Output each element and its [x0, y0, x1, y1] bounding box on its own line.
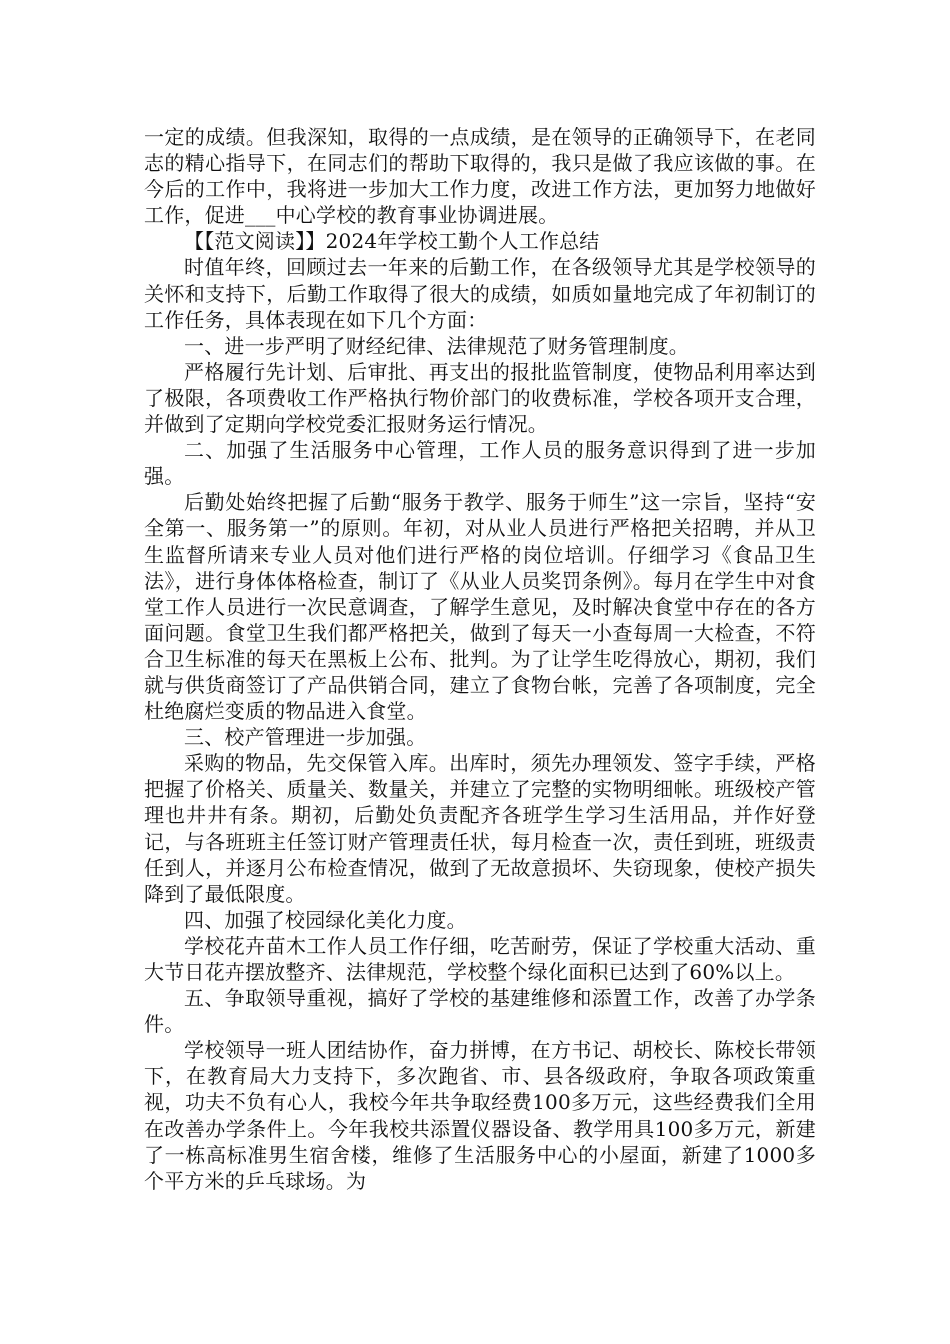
paragraph-section-3: 采购的物品，先交保管入库。出库时，须先办理领发、签字手续，严格把握了价格关、质量关、数量关，并建立了完整的实物明细帐。班级校产管理也井井有条。期初，后勤处负责配齐各班学生学习生活用品，并作好登记，与各班班主任签订财产管理责任状，每月检查一次，责任到班，班级责任到人，并逐月公布检查情况，做到了无故意损坏、失窃现象，使校产损失降到了最低限度。 [144, 751, 816, 906]
paragraph-section-2: 后勤处始终把握了后勤“服务于教学、服务于师生”这一宗旨，坚持“安全第一、服务第一”的原则。年初，对从业人员进行严格把关招聘，并从卫生监督所请来专业人员对他们进行严格的岗位培训。仔细学习《食品卫生法》，进行身体体格检查，制订了《从业人员奖罚条例》。每月在学生中对食堂工作人员进行一次民意调查，了解学生意见，及时解决食堂中存在的各方面问题。食堂卫生我们都严格把关，做到了每天一小查每周一大检查，不符合卫生标准的每天在黑板上公布、批判。为了让学生吃得放心，期初，我们就与供货商签订了产品供销合同，建立了食物台帐，完善了各项制度，完全杜绝腐烂变质的物品进入食堂。 [144, 490, 816, 724]
section-heading-1: 一、进一步严明了财经纪律、法律规范了财务管理制度。 [184, 333, 689, 358]
section-heading-3: 三、校产管理进一步加强。 [184, 725, 427, 750]
paragraph-1: 一定的成绩。但我深知，取得的一点成绩，是在领导的正确领导下，在老同志的精心指导下，在同志们的帮助下取得的，我只是做了我应该做的事。在今后的工作中，我将进一步加大工作力度，改进工作方法，更加努力地做好工作，促进___中心学校的教育事业协调进展。 [144, 125, 816, 228]
section-heading-4: 四、加强了校园绿化美化力度。 [184, 907, 467, 932]
paragraph-intro: 时值年终，回顾过去一年来的后勤工作，在各级领导尤其是学校领导的关怀和支持下，后勤工作取得了很大的成绩，如质如量地完成了年初制订的工作任务，具体表现在如下几个方面： [144, 255, 816, 332]
paragraph-section-5: 学校领导一班人团结协作，奋力拼博，在方书记、胡校长、陈校长带领下，在教育局大力支持下，多次跑省、市、县各级政府，争取各项政策重视，功夫不负有心人，我校今年共争取经费100多万元，这些经费我们全用在改善办学条件上。今年我校共添置仪器设备、教学用具100多万元，新建了一栋高标准男生宿舍楼，维修了生活服务中心的小屋面，新建了1000多个平方米的乒乓球场。为 [144, 1038, 816, 1193]
paragraph-section-1: 严格履行先计划、后审批、再支出的报批监管制度，使物品利用率达到了极限，各项费收工作严格执行物价部门的收费标准，学校各项开支合理，并做到了定期向学校党委汇报财务运行情况。 [144, 359, 816, 437]
section-heading-2: 二、加强了生活服务中心管理，工作人员的服务意识得到了进一步加强。 [144, 438, 816, 489]
article-heading: 【【范文阅读】】2024年学校工勤个人工作总结 [184, 229, 600, 254]
section-heading-5: 五、争取领导重视，搞好了学校的基建维修和添置工作，改善了办学条件。 [144, 986, 816, 1037]
document-page [144, 124, 816, 1194]
paragraph-section-4: 学校花卉苗木工作人员工作仔细，吃苦耐劳，保证了学校重大活动、重大节日花卉摆放整齐、法律规范，学校整个绿化面积已达到了60%以上。 [144, 933, 816, 984]
